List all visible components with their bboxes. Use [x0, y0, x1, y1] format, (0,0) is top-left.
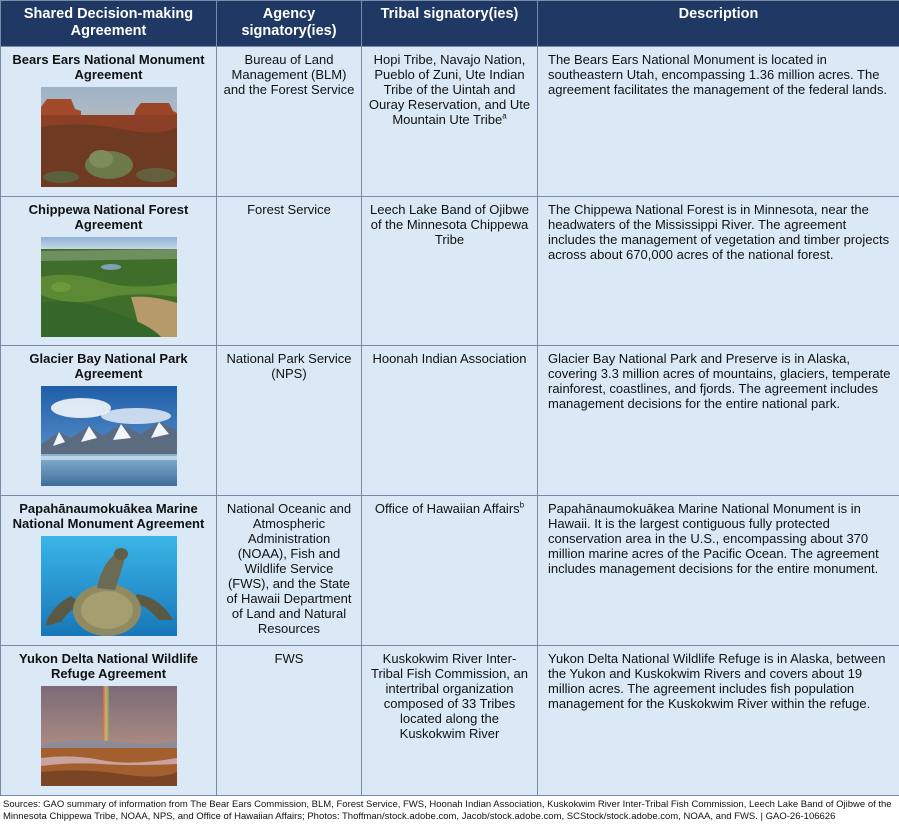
table-row — [1, 346, 899, 496]
tribal-cell — [362, 197, 538, 346]
description-cell: The Bears Ears National Monument is located in southeastern Utah, encompassing 1.36 million acres. The agreement facilitates the management of the federal lands. — [538, 47, 899, 197]
description-cell: Yukon Delta National Wildlife Refuge is in Alaska, between the Yukon and Kuskokwim Rivers and covers about 19 million acres. The agreement includes fish population management for the Kuskokwim River within the refuge. — [538, 646, 899, 796]
table-row — [1, 496, 899, 646]
header-tribal: Tribal signatory(ies) — [362, 1, 538, 47]
header-agency: Agency signatory(ies) — [217, 1, 362, 47]
description-cell: Papahānaumokuākea Marine National Monument is in Hawaii. It is the largest contiguous fully protected conservation area in the U.S., encompassing about 370 million marine acres of the Pacific Ocean. The agreement includes management decisions for the entire monument. — [538, 496, 899, 646]
desert-landscape-photo — [41, 87, 177, 187]
agreement-cell — [1, 346, 217, 496]
glacier-mountains-photo — [41, 386, 177, 486]
agreement-name: Yukon Delta National Wildlife Refuge Agreement — [18, 651, 199, 681]
sources-note: Sources: GAO summary of information from The Bear Ears Commission, BLM, Forest Service, FWS, Hoonah Indian Association, Kuskokwim River Inter-Tribal Fish Commission, Leech Lake Band of Ojibwe of the Minnesota Chippewa Tribe, NOAA, NPS, and Office of Hawaiian Affairs; Photos: Thoffman/stock.adobe.com, Jacob/stock.adobe.com, SCStock/stock.adobe.com, NOAA, and FWS. | GAO-26-106626 — [3, 799, 892, 822]
agency-cell: FWS — [217, 646, 362, 796]
tribal-cell — [362, 47, 538, 197]
tribal-text: Kuskokwim River Inter-Tribal Fish Commission, an intertribal organization composed of 33 Tribes located along the Kuskokwim River — [370, 651, 528, 741]
footnote-marker: a — [502, 111, 507, 121]
agreement-name: Chippewa National Forest Agreement — [28, 202, 189, 232]
agency-cell: National Oceanic and Atmospheric Administration (NOAA), Fish and Wildlife Service (FWS), and the State of Hawaii Department of Land and Natural Resources — [217, 496, 362, 646]
tribal-text: Leech Lake Band of Ojibwe of the Minnesota Chippewa Tribe — [370, 202, 529, 247]
description-cell: The Chippewa National Forest is in Minnesota, near the headwaters of the Mississippi River. The agreement includes the management of vegetation and timber projects across about 670,000 acres of the national forest. — [538, 197, 899, 346]
agreement-cell — [1, 47, 217, 197]
description-cell: Glacier Bay National Park and Preserve is in Alaska, covering 3.3 million acres of mountains, glaciers, temperate rainforest, coastlines, and fjords. The agreement includes management decisions for the entire national park. — [538, 346, 899, 496]
agreement-name: Bears Ears National Monument Agreement — [12, 52, 205, 82]
tribal-text: Office of Hawaiian Affairs — [374, 501, 520, 516]
agreement-cell — [1, 197, 217, 346]
tribal-text: Hopi Tribe, Navajo Nation, Pueblo of Zuni, Ute Indian Tribe of the Uintah and Ouray Reservation, and Ute Mountain Ute Tribe — [368, 52, 531, 127]
rainbow-wetland-photo — [41, 686, 177, 786]
table-row — [1, 47, 899, 197]
agency-cell: National Park Service (NPS) — [217, 346, 362, 496]
agreement-name: Papahānaumokuākea Marine National Monument Agreement — [12, 501, 205, 531]
agency-cell: Forest Service — [217, 197, 362, 346]
sea-turtle-photo — [41, 536, 177, 636]
agreement-cell — [1, 646, 217, 796]
forest-aerial-photo — [41, 237, 177, 337]
tribal-cell — [362, 496, 538, 646]
tribal-cell — [362, 646, 538, 796]
table-row — [1, 197, 899, 346]
footnote-marker: b — [519, 500, 525, 510]
agreement-cell — [1, 496, 217, 646]
header-description: Description — [538, 1, 899, 47]
header-agreement: Shared Decision-making Agreement — [1, 1, 217, 47]
tribal-text: Hoonah Indian Association — [372, 351, 527, 366]
table-row — [1, 646, 899, 796]
agreement-name: Glacier Bay National Park Agreement — [29, 351, 188, 381]
tribal-cell — [362, 346, 538, 496]
header-row — [1, 1, 899, 47]
agency-cell: Bureau of Land Management (BLM) and the Forest Service — [217, 47, 362, 197]
